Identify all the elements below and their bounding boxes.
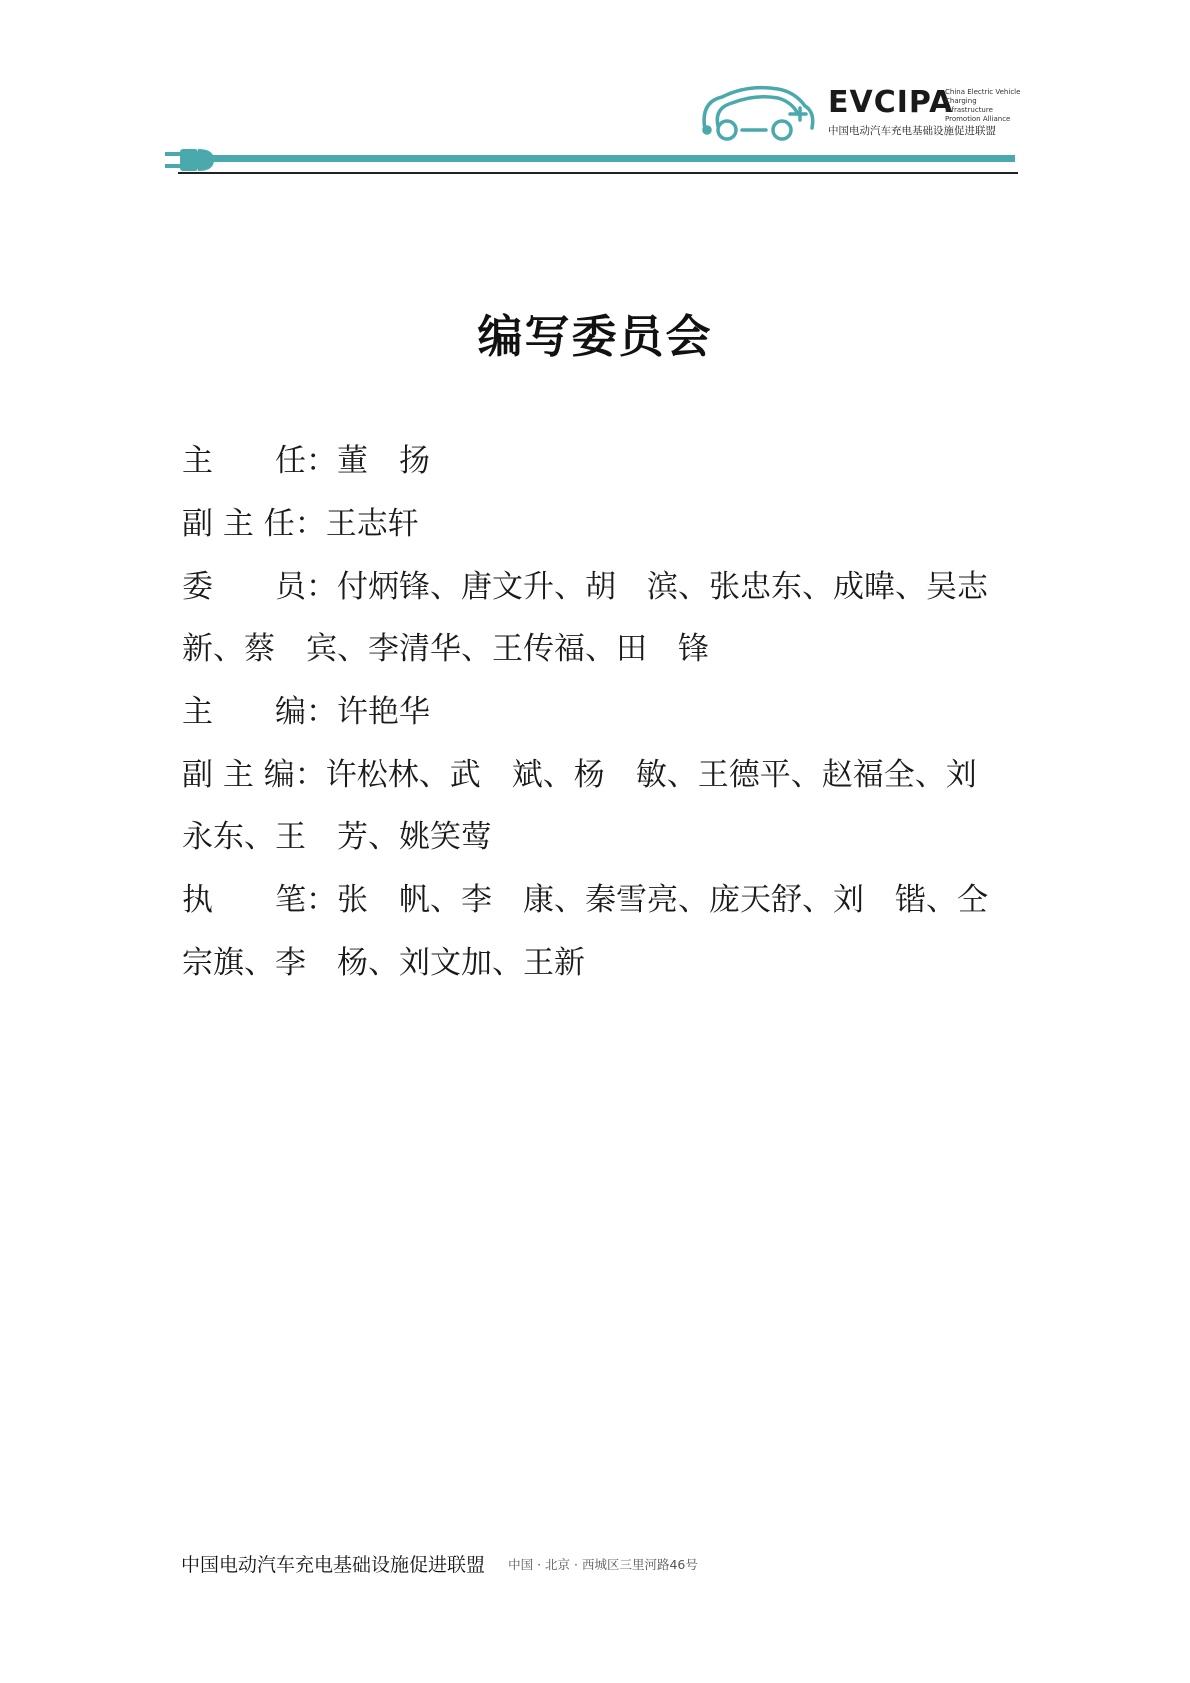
- committee-line-members-cont: 新、蔡 宾、李清华、王传福、田 锋: [182, 631, 709, 667]
- page-title: 编写委员会: [477, 310, 713, 363]
- plug-icon: [165, 149, 214, 171]
- logo-english-line: Charging Infrastructure: [945, 97, 993, 114]
- header-accent-bar: [200, 155, 1015, 162]
- footer-organization: 中国电动汽车充电基础设施促进联盟: [181, 1554, 486, 1576]
- committee-line-deputy-editors-cont: 永东、王 芳、姚笑莺: [182, 819, 492, 855]
- committee-line-writers: 执 笔：张 帆、李 康、秦雪亮、庞天舒、刘 锴、仝: [182, 882, 988, 918]
- logo-english-line: China Electric Vehicle: [945, 88, 1021, 96]
- committee-line-members: 委 员：付炳锋、唐文升、胡 滨、张忠东、成暐、吴志: [182, 569, 988, 605]
- committee-line-vice-chair: 副 主 任：王志轩: [182, 506, 419, 542]
- header-rule: [178, 172, 1018, 174]
- page-footer: [181, 1550, 698, 1577]
- logo-english-name: [945, 88, 1025, 124]
- committee-line-chair: 主 任：董 扬: [182, 443, 430, 479]
- logo-chinese-name: 中国电动汽车充电基础设施促进联盟: [828, 125, 996, 137]
- logo-wordmark: EVCIPA: [828, 85, 954, 120]
- footer-address: 中国 · 北京 · 西城区三里河路46号: [508, 1556, 698, 1572]
- car-logo-icon: [704, 88, 813, 139]
- committee-line-writers-cont: 宗旗、李 杨、刘文加、王新: [182, 945, 585, 981]
- logo-english-line: Promotion Alliance: [945, 115, 1011, 123]
- page-header: [0, 0, 1190, 180]
- committee-line-editor-in-chief: 主 编：许艳华: [182, 694, 430, 730]
- committee-line-deputy-editors: 副 主 编：许松林、武 斌、杨 敏、王德平、赵福全、刘: [182, 757, 977, 793]
